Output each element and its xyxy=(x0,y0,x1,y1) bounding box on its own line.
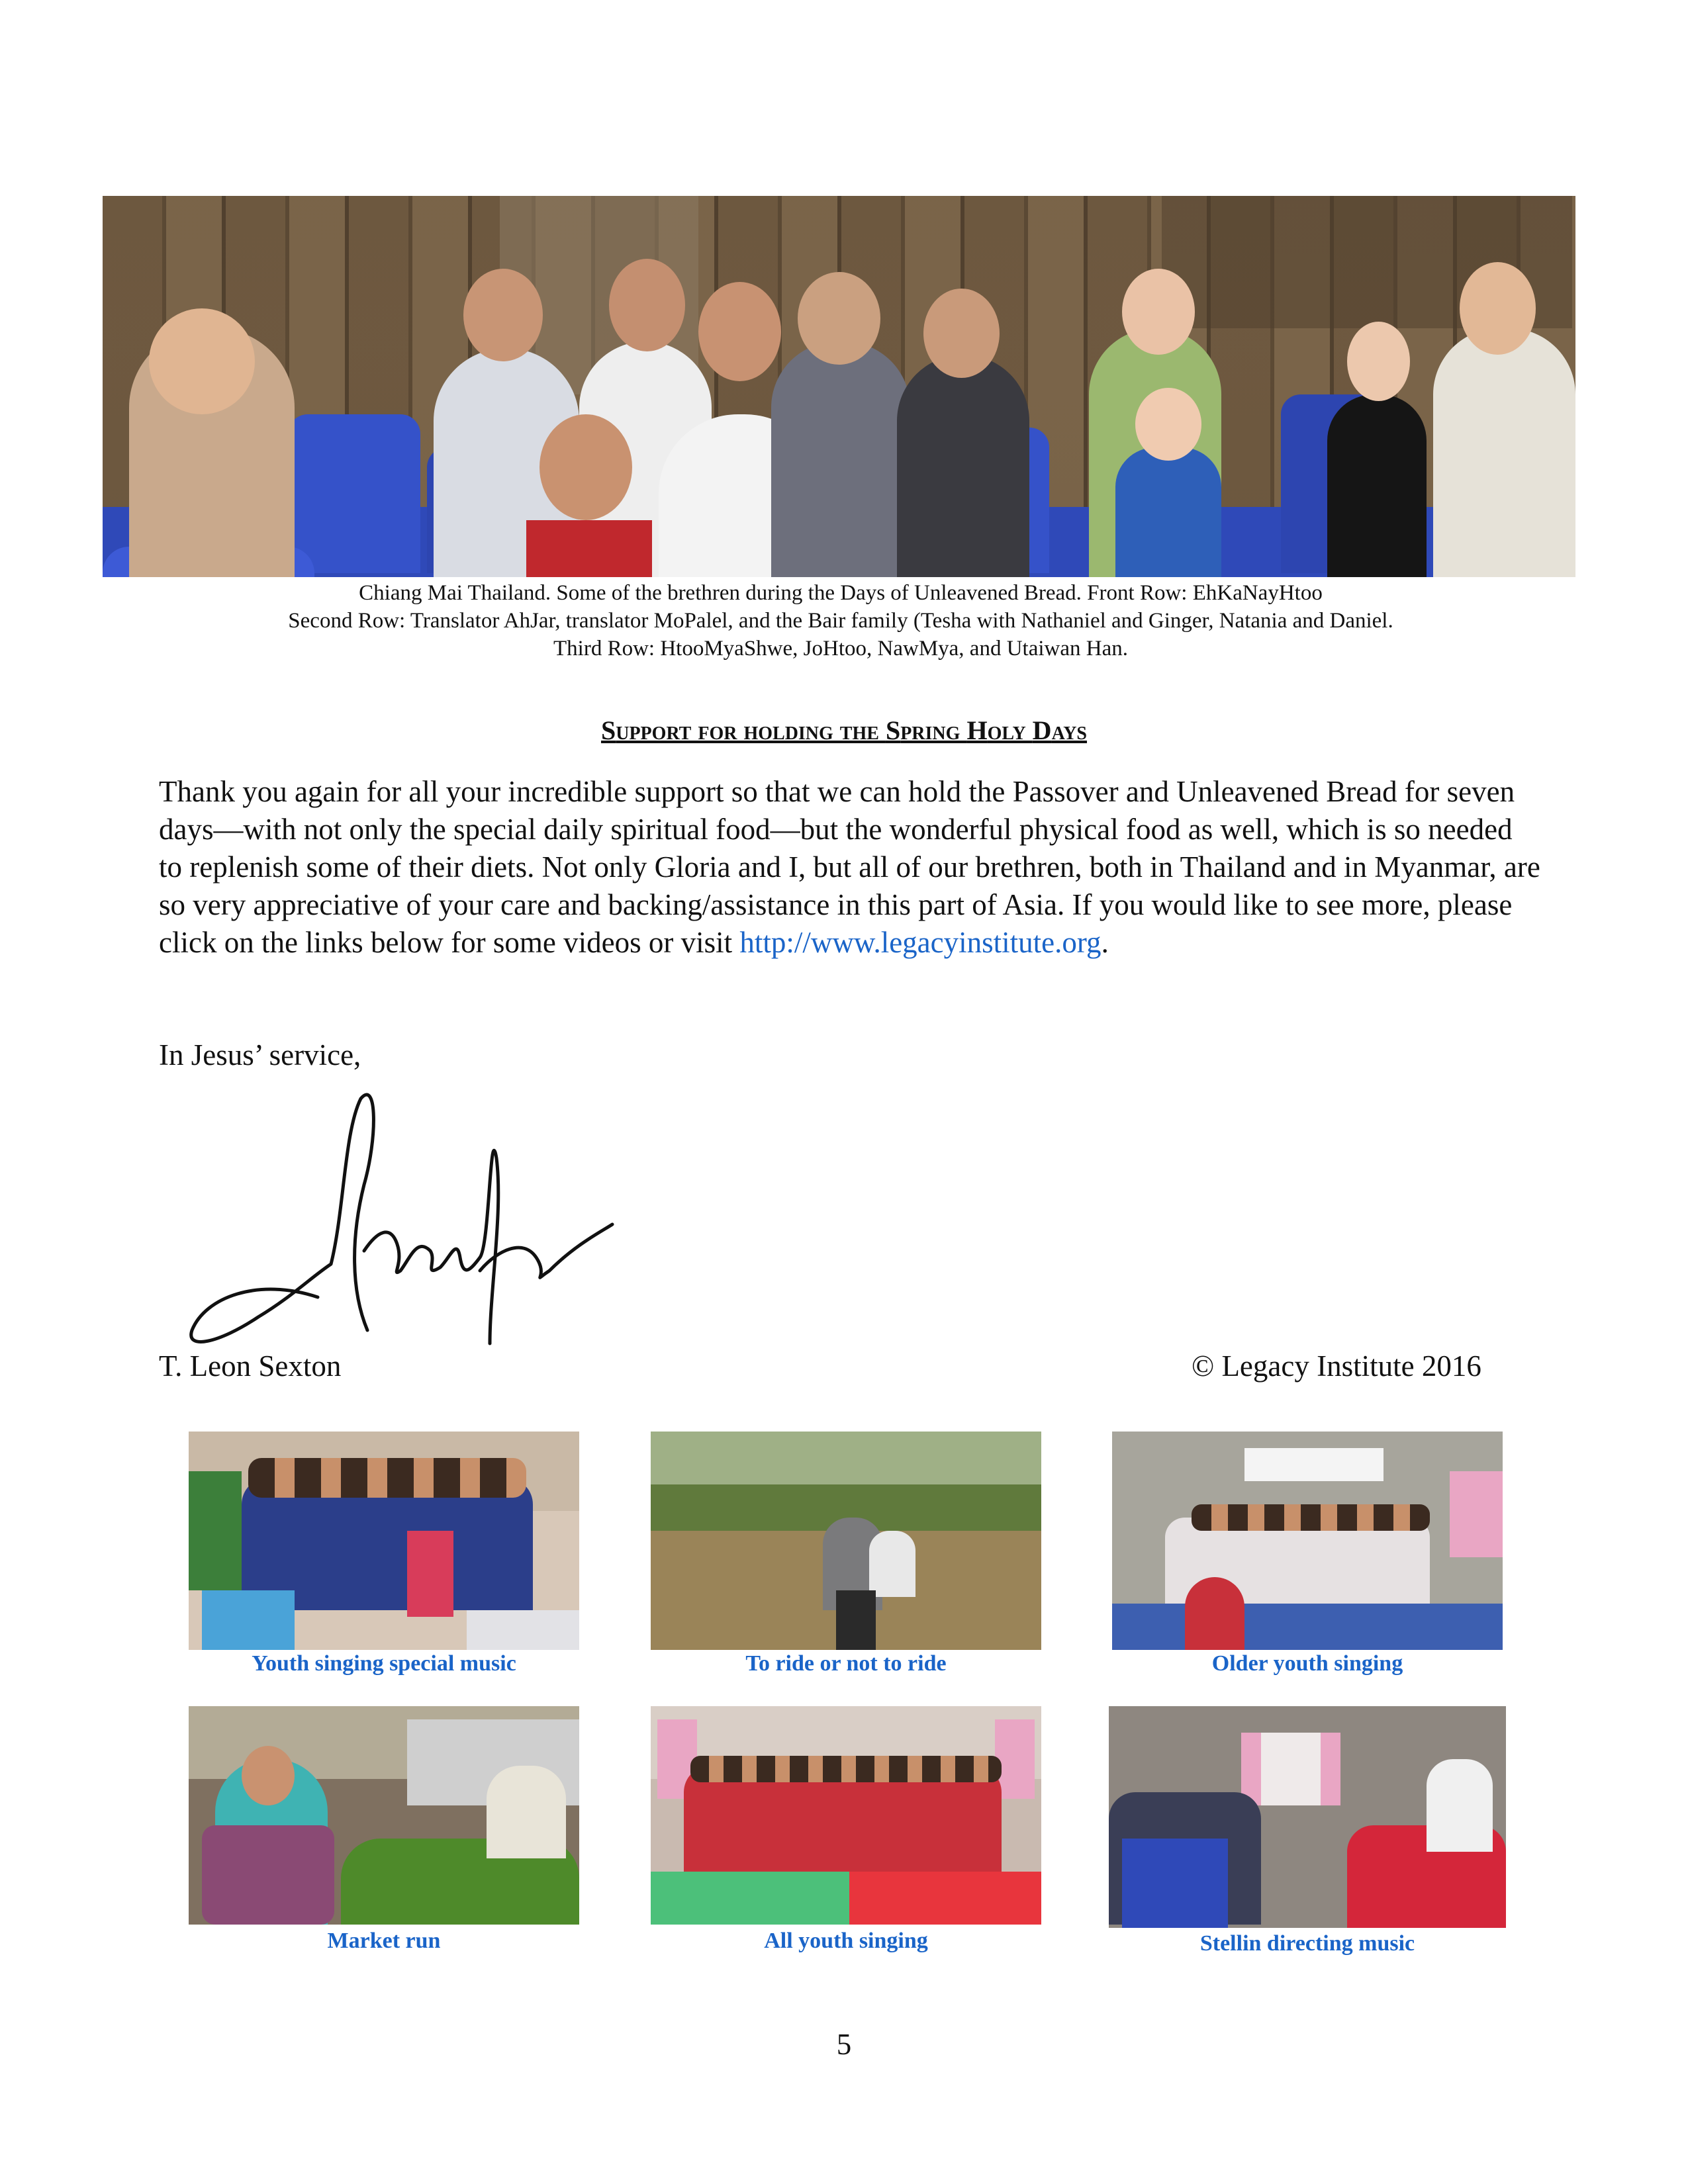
video-caption-6[interactable]: Stellin directing music xyxy=(1199,1931,1415,1956)
photo-caption-line-1: Chiang Mai Thailand. Some of the brethren during the Days of Unleavened Bread. Front Row: EhKaNayHtoo xyxy=(359,581,1323,605)
website-link[interactable]: http://www.legacyinstitute.org xyxy=(739,926,1102,959)
heading-cap-h: H xyxy=(966,715,988,745)
video-thumbnail-older-youth[interactable] xyxy=(1112,1432,1503,1650)
page-number: 5 xyxy=(836,2028,852,2061)
video-thumbnail-stellin-directing[interactable] xyxy=(1109,1706,1506,1928)
video-caption-2[interactable]: To ride or not to ride xyxy=(745,1651,947,1676)
body-text: Thank you again for all your incredible support so that we can hold the Passover and Unleavened Bread for seven days—with not only the special daily spiritual food—but the wonderful physical food as well, which is so needed to replenish some of their diets. Not only Gloria and I, but all of our brethren, both in Thailand and in Myanmar, are so very appreciative of your care and backing/assistance in this part of Asia. If you would like to see more, please click on the links below for some videos or visit xyxy=(159,775,1540,959)
video-caption-4[interactable]: Market run xyxy=(327,1929,441,1953)
signer-name: T. Leon Sexton xyxy=(159,1349,342,1383)
video-caption-3[interactable]: Older youth singing xyxy=(1211,1651,1403,1676)
photo-caption-line-2: Second Row: Translator AhJar, translator MoPalel, and the Bair family (Tesha with Nathaniel and Ginger, Natania and Daniel. xyxy=(288,609,1393,633)
heading-part-1: upport for holding the xyxy=(616,715,886,745)
body-text-end: . xyxy=(1101,926,1109,959)
section-heading xyxy=(0,715,1688,746)
heading-part-2: pring xyxy=(900,715,967,745)
video-thumbnail-all-youth[interactable] xyxy=(651,1706,1041,1925)
signature-image xyxy=(179,1079,616,1357)
photo-caption-line-3: Third Row: HtooMyaShwe, JoHtoo, NawMya, and Utaiwan Han. xyxy=(553,637,1128,660)
group-photo xyxy=(103,196,1575,577)
closing-line: In Jesus’ service, xyxy=(159,1038,361,1071)
video-thumbnail-youth-special-music[interactable] xyxy=(189,1432,579,1650)
heading-cap-s2: S xyxy=(885,715,901,745)
video-caption-5[interactable]: All youth singing xyxy=(764,1929,928,1953)
body-paragraph xyxy=(159,773,1542,962)
heading-cap-d: D xyxy=(1032,715,1052,745)
video-caption-1[interactable]: Youth singing special music xyxy=(252,1651,516,1676)
video-thumbnail-market-run[interactable] xyxy=(189,1706,579,1925)
copyright-notice: © Legacy Institute 2016 xyxy=(1192,1349,1481,1383)
heading-part-4: ays xyxy=(1051,715,1088,745)
heading-part-3: oly xyxy=(987,715,1033,745)
video-thumbnail-ride[interactable] xyxy=(651,1432,1041,1650)
heading-cap-s: S xyxy=(600,715,616,745)
